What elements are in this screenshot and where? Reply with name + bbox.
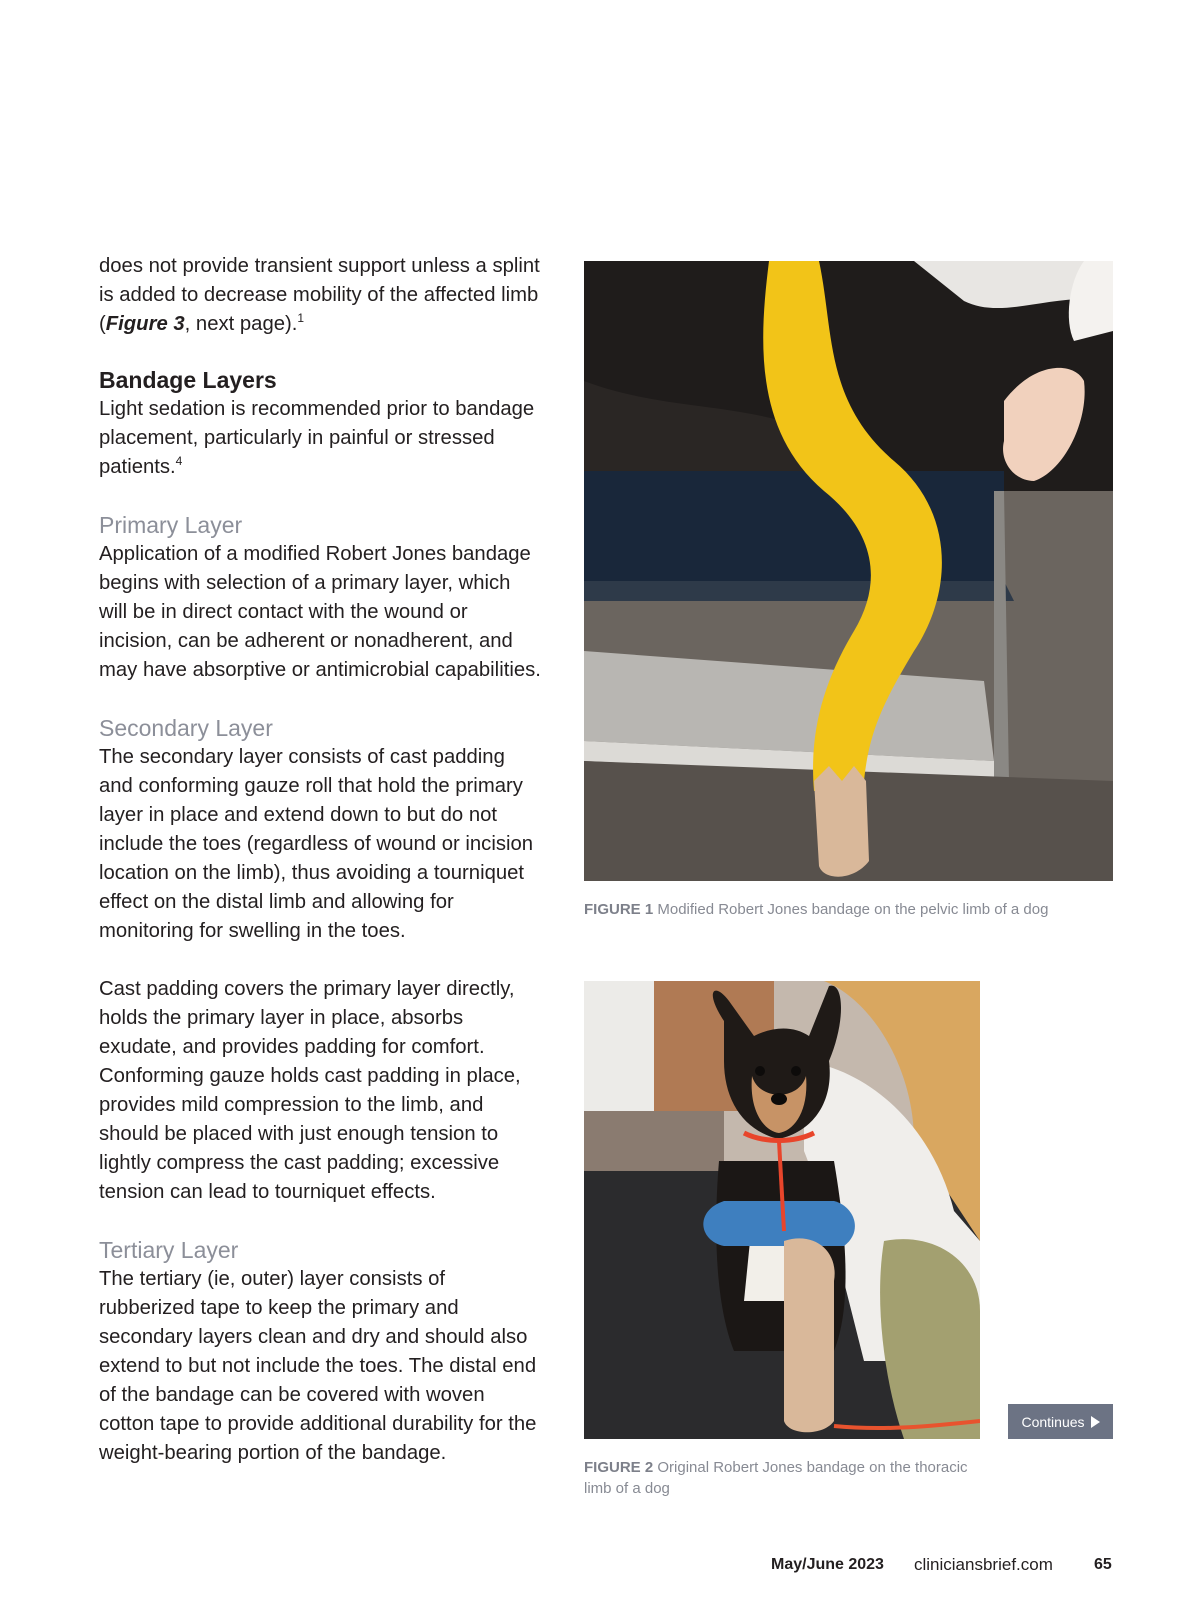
issue-date: May/June 2023 (771, 1556, 884, 1573)
figure-1-photo (584, 261, 1113, 881)
figure-3-reference[interactable]: Figure 3 (105, 313, 185, 335)
secondary-layer-heading: Secondary Layer (99, 715, 273, 741)
page-number: 65 (1094, 1556, 1112, 1573)
figure-1-caption: FIGURE 1 Modified Robert Jones bandage on the pelvic limb of a dog (584, 901, 1049, 918)
reference-superscript: 4 (175, 454, 183, 469)
figure-1-label: FIGURE 1 (584, 901, 654, 918)
continues-label: Continues (1021, 1413, 1085, 1430)
figure-2-photo (584, 981, 980, 1439)
reference-superscript: 1 (297, 311, 305, 326)
secondary-layer-paragraph-2: Cast padding covers the primary layer directly, holds the primary layer in place, absorbs exudate, and provides padding for comfort. Conforming gauze holds cast padding in place, provides mild compression to the limb, and should be placed with just enough tension to lightly compress the cast padding; excessive tension can lead to tourniquet effects. (99, 978, 521, 1203)
tertiary-layer-paragraph: The tertiary (ie, outer) layer consists of rubberized tape to keep the primary and secondary layers clean and dry and should also extend to but not include the toes. The distal end of the bandage can be covered with woven cotton tape to provide additional durability for the weight-bearing portion of the bandage. (99, 1268, 537, 1464)
primary-layer-heading: Primary Layer (99, 512, 243, 538)
article-left-column (99, 252, 543, 1468)
figure-2-caption: FIGURE 2 Original Robert Jones bandage on the thoracic limb of a dog (584, 1459, 968, 1497)
play-arrow-icon (1091, 1416, 1100, 1428)
secondary-layer-paragraph-1: The secondary layer consists of cast padding and conforming gauze roll that hold the primary layer in place and extend down to but do not include the toes (regardless of wound or incision location on the limb), thus avoiding a tourniquet effect on the distal limb and allowing for monitoring for swelling in the toes. (99, 746, 534, 942)
intro-paragraph: does not provide transient support unless a splint is added to decrease mobility of the affected limb (Figure 3, next page).$^1$ (99, 255, 540, 335)
site-link[interactable]: cliniciansbrief.com (914, 1555, 1053, 1574)
bandage-layers-paragraph: Light sedation is recommended prior to bandage placement, particularly in painful or stressed patients.$^4$ (99, 398, 535, 478)
tertiary-layer-heading: Tertiary Layer (99, 1237, 239, 1263)
figure-2-label: FIGURE 2 (584, 1459, 654, 1476)
primary-layer-paragraph: Application of a modified Robert Jones bandage begins with selection of a primary layer, which will be in direct contact with the wound or incision, can be adherent or nonadherent, and may have absorptive or antimicrobial capabilities. (99, 543, 541, 681)
continues-button[interactable] (1008, 1404, 1113, 1439)
bandage-layers-heading: Bandage Layers (99, 367, 277, 393)
bandaged-pelvic-limb-illustration (584, 261, 1113, 881)
bandaged-thoracic-limb-illustration (584, 981, 980, 1439)
